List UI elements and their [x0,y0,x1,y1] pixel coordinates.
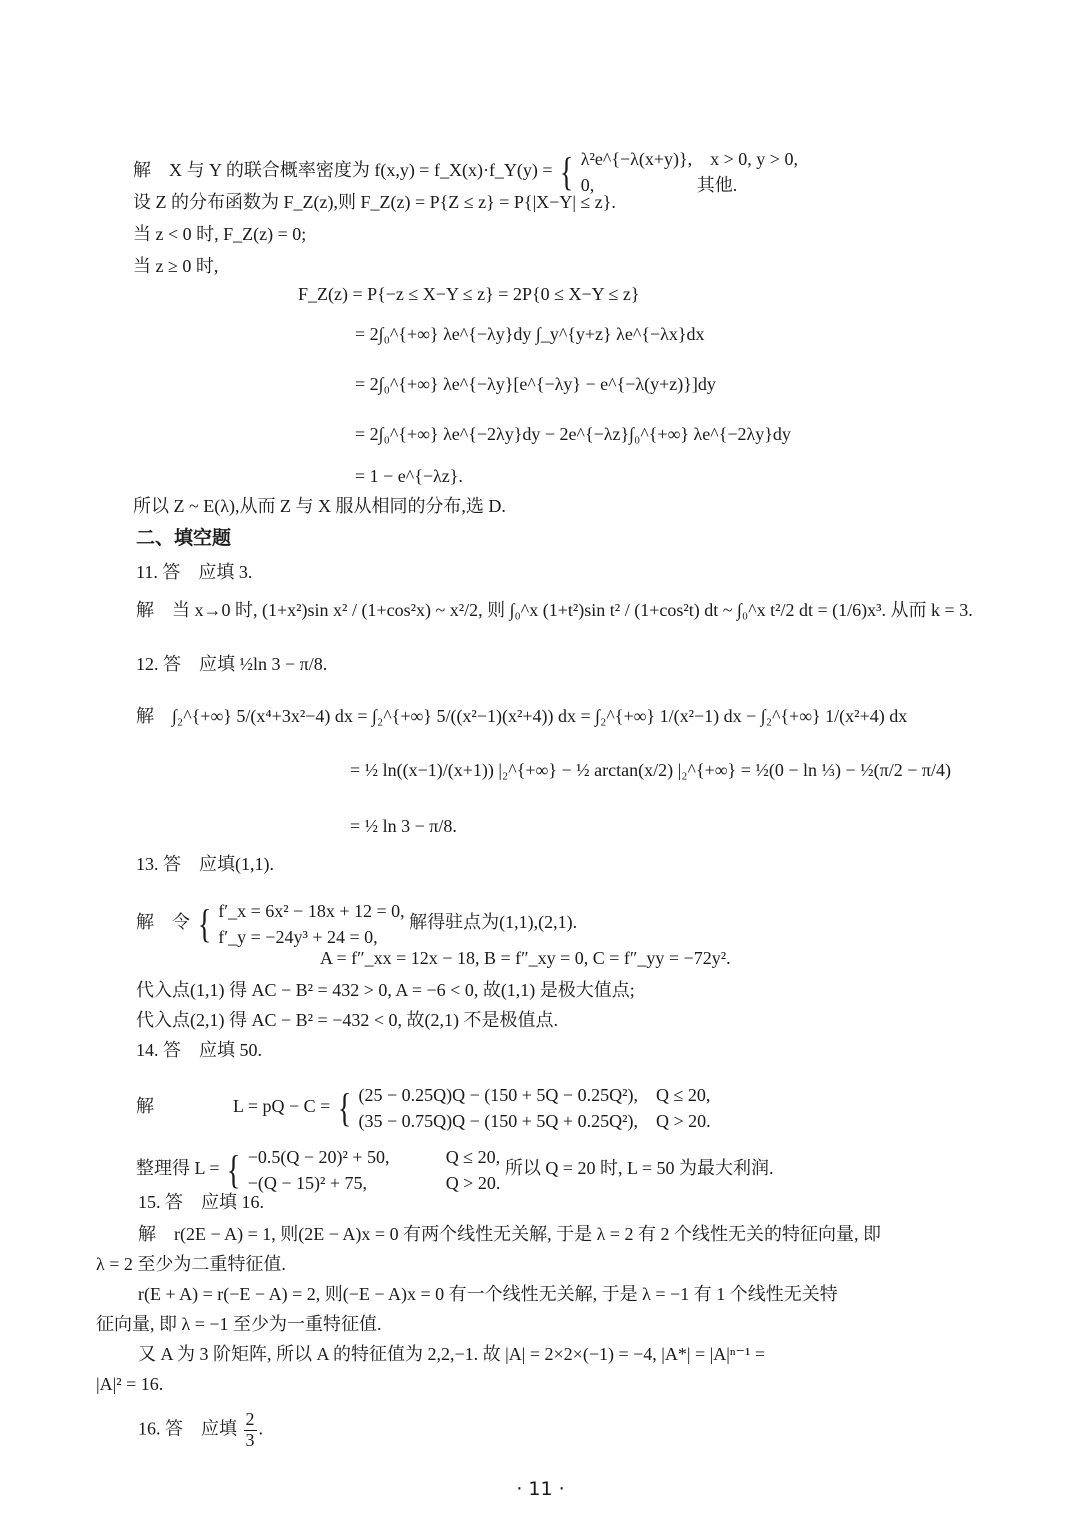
q10-derivation-step-3: = 2∫₀^{+∞} λe^{−λy}[e^{−λy} − e^{−λ(y+z)}]dy [355,374,716,394]
q13-system: 解 令 { f′_x = 6x² − 18x + 12 = 0, f′_y = −24y³ + 24 = 0, 解得驻点为(1,1),(2,1). [136,898,577,950]
q14-simplified-prefix: 整理得 L = [136,1158,220,1179]
q15-p3-line-1: 又 A 为 3 阶矩阵, 所以 A 的特征值为 2,2,−1. 故 |A| = 2×2×(−1) = −4, |A*| = |A|ⁿ⁻¹ = [138,1344,766,1364]
q12-answer: 12. 答 应填 ½ln 3 − π/8. [136,654,328,674]
left-brace: { [197,901,211,946]
q10-negative-case: 当 z < 0 时, F_Z(z) = 0; [133,224,307,244]
solution-label: 解 [133,160,151,181]
q14-profit-function [136,1082,711,1134]
q14-simplified-cases [248,1144,501,1196]
q13-eq-1: f′_x = 6x² − 18x + 12 = 0, [218,901,405,921]
left-brace: { [226,1147,241,1192]
q10-distribution-line: 设 Z 的分布函数为 F_Z(z),则 F_Z(z) = P{Z ≤ z} = P{|X−Y| ≤ z}. [133,192,616,212]
q14-s-case-1-cond: Q ≤ 20, [445,1147,501,1167]
q13-eq-2: f′_y = −24y³ + 24 = 0, [218,927,378,947]
q14-s-case-2: −(Q − 15)² + 75, [247,1173,368,1193]
q11-answer: 11. 答 应填 3. [136,562,253,582]
page-number: · 11 · [516,1478,565,1500]
case1-cond: x > 0, y > 0, [710,149,798,169]
section-title: 二、填空题 [136,527,232,549]
q15-answer: 15. 答 应填 16. [138,1192,264,1212]
q14-L-def: L = pQ − C = [233,1096,331,1117]
solution-label: 解 [136,912,154,933]
q15-p1-line-1: 解 r(2E − A) = 1, 则(2E − A)x = 0 有两个线性无关解, 于是 λ = 2 有 2 个线性无关的特征向量, 即 [138,1224,881,1244]
q10-derivation-step-5: = 1 − e^{−λz}. [355,466,463,486]
q13-point-2: 代入点(2,1) 得 AC − B² = −432 < 0, 故(2,1) 不是极值点. [136,1010,558,1030]
q16-numerator: 2 [245,1409,255,1429]
q16-denominator: 3 [245,1429,255,1450]
q14-conclusion: 所以 Q = 20 时, L = 50 为最大利润. [504,1158,774,1179]
q13-answer: 13. 答 应填(1,1). [136,854,274,874]
q13-equation-system [218,898,404,950]
left-brace: { [559,149,574,194]
solution-label: 解 [136,1096,154,1117]
q16-answer-prefix: 16. 答 应填 [138,1418,237,1439]
q15-p3-line-2: |A|² = 16. [96,1374,164,1394]
q14-s-case-1: −0.5(Q − 20)² + 50, [247,1147,390,1167]
case2-cond: 其他. [696,175,738,195]
q16-fraction [244,1410,257,1451]
q15-p2-line-1: r(E + A) = r(−E − A) = 2, 则(−E − A)x = 0 有一个线性无关解, 于是 λ = −1 有 1 个线性无关特 [138,1284,838,1304]
joint-density-text: X 与 Y 的联合概率密度为 f(x,y) = f_X(x)·f_Y(y) = [169,160,553,181]
case1-expr: λ²e^{−λ(x+y)}, [580,149,693,169]
q12-solution-line-2: = ½ ln((x−1)/(x+1)) |₂^{+∞} − ½ arctan(x/2) |₂^{+∞} = ½(0 − ln ⅓) − ½(π/2 − π/4) [350,760,951,780]
q14-simplified [136,1144,773,1196]
q12-solution-line-3: = ½ ln 3 − π/8. [350,816,457,836]
q14-case-1: (25 − 0.25Q)Q − (150 + 5Q − 0.25Q²), [358,1085,638,1105]
q14-answer: 14. 答 应填 50. [136,1040,262,1060]
q14-cases [359,1082,711,1134]
q16-answer: 16. 答 应填 $\frac{2}{3}$ . [138,1409,263,1450]
q12-solution-line-1: 解 ∫₂^{+∞} 5/(x⁴+3x²−4) dx = ∫₂^{+∞} 5/((x²−1)(x²+4)) dx = ∫₂^{+∞} 1/(x²−1) dx − ∫₂^{+∞} 1/(x²+4) dx [136,706,908,726]
q14-case-2-cond: Q > 20. [655,1111,711,1131]
q10-positive-case: 当 z ≥ 0 时, [133,256,219,276]
q10-derivation-step-4: = 2∫₀^{+∞} λe^{−2λy}dy − 2e^{−λz}∫₀^{+∞} λe^{−2λy}dy [355,424,791,444]
q13-point-1: 代入点(1,1) 得 AC − B² = 432 > 0, A = −6 < 0, 故(1,1) 是极大值点; [136,980,635,1000]
q13-stationary-points: 解得驻点为(1,1),(2,1). [409,912,578,933]
q10-derivation-step-2: = 2∫₀^{+∞} λe^{−λy}dy ∫_y^{y+z} λe^{−λx}dx [355,324,705,344]
q11-solution: 解 当 x→0 时, (1+x²)sin x² / (1+cos²x) ~ x²/2, 则 ∫₀^x (1+t²)sin t² / (1+cos²t) dt ~ ∫₀^x t²/2 dt = (1/6)x³. 从而 k = 3. [136,600,973,620]
q14-case-2: (35 − 0.75Q)Q − (150 + 5Q + 0.25Q²), [358,1111,638,1131]
q10-conclusion: 所以 Z ~ E(λ),从而 Z 与 X 服从相同的分布,选 D. [133,496,506,516]
q13-second-derivatives: A = f″_xx = 12x − 18, B = f″_xy = 0, C = f″_yy = −72y². [320,948,731,968]
q15-p1-line-2: λ = 2 至少为二重特征值. [96,1254,286,1274]
q15-p2-line-2: 征向量, 即 λ = −1 至少为一重特征值. [96,1314,382,1334]
q14-s-case-2-cond: Q > 20. [445,1173,501,1193]
q14-case-1-cond: Q ≤ 20, [655,1085,711,1105]
q10-derivation-step-1: F_Z(z) = P{−z ≤ X−Y ≤ z} = 2P{0 ≤ X−Y ≤ z} [298,284,640,304]
case2-expr: 0, [580,175,595,195]
left-brace: { [337,1085,352,1130]
